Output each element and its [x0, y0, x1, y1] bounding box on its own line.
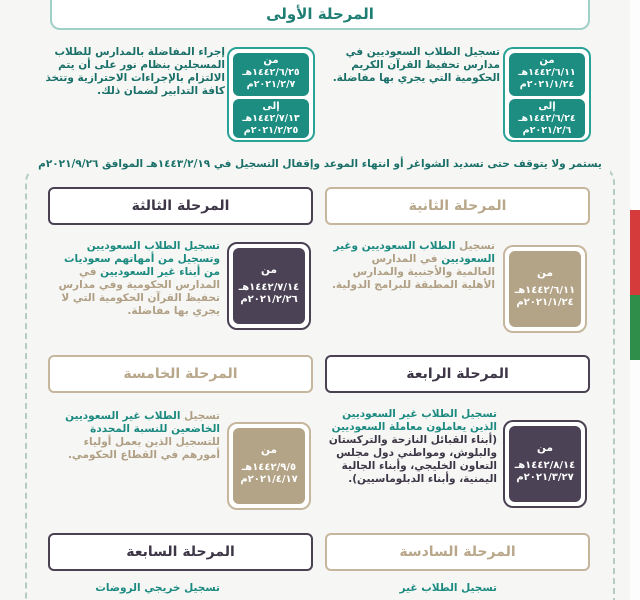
- phase1-left-to: [233, 99, 309, 138]
- phase3-text: [50, 240, 220, 318]
- phase7-text-a: تسجيل خريجي الروضات: [95, 582, 220, 594]
- to-hijri: ١٤٤٢/٦/٢٤هـ: [518, 113, 576, 124]
- edge-green-block: [630, 295, 640, 360]
- from-label: من: [537, 267, 553, 279]
- from-greg: ٢٠٢١/٣/٢٧م: [516, 472, 574, 483]
- phase2-text-a: تسجيل: [459, 240, 495, 252]
- from-hijri: ١٤٤٢/٦/١١هـ: [514, 285, 576, 296]
- phase4-text-b: (أبناء القبائل النازحة والتركستان والبلوش، ومواطني دول مجلس التعاون الخليجي، وأبناء الجالية اليمنية، وأبناء الدبلوماسيين).: [328, 434, 497, 485]
- phase3-text-a: تسجيل الطلاب السعوديين وتسجيل من أمهاتهم سعوديات من أبناء غير السعوديين: [63, 240, 220, 278]
- phase7-text: [50, 582, 220, 595]
- from-greg: ٢٠٢١/٢/٢٦م: [240, 294, 298, 305]
- phase2-text: [330, 240, 495, 292]
- from-hijri: ١٤٤٢/٧/١٤هـ: [238, 282, 300, 293]
- phase5-text-b: الطلاب غير السعوديين الخاضعين للنسبة المحددة: [65, 410, 220, 435]
- from-label: من: [539, 55, 555, 66]
- phase1-left-text: إجراء المفاضلة بالمدارس للطلاب المسجلين بنظام نور على أن يتم الالتزام بالإجراءات الاحترازية وتتخذ كافة التدابير لضمان ذلك.: [45, 46, 225, 97]
- from-hijri: ١٤٤٢/٩/٥هـ: [241, 462, 297, 473]
- edge-strip: [630, 0, 640, 600]
- phase4-date-inner: [509, 426, 581, 502]
- phase2-title: المرحلة الثانية: [325, 187, 590, 225]
- phase7-title: المرحلة السابعة: [48, 533, 313, 571]
- phase3-date-inner: [233, 248, 305, 324]
- from-label: من: [261, 264, 277, 276]
- from-hijri: ١٤٤٢/٦/١١هـ: [518, 67, 576, 78]
- phase5-title: المرحلة الخامسة: [48, 355, 313, 393]
- from-greg: ٢٠٢١/٤/١٧م: [240, 474, 298, 485]
- to-label: إلى: [262, 101, 280, 112]
- phase4-date-card: [503, 420, 587, 508]
- phase5-text-a: تسجيل: [184, 410, 220, 422]
- phase3-text-b: في المدارس الحكومية وفي مدارس تحفيظ القرآن الحكومية التي لا يجري بها مفاضلة.: [58, 266, 220, 317]
- phase4-title: المرحلة الرابعة: [325, 355, 590, 393]
- phase1-right-from: [509, 53, 585, 96]
- phase5-text: [55, 410, 220, 462]
- phase1-title: المرحلة الأولى: [50, 0, 590, 30]
- to-label: إلى: [538, 101, 556, 112]
- phase6-title: المرحلة السادسة: [325, 533, 590, 571]
- phase6-text-a: تسجيل الطلاب غير: [399, 582, 497, 594]
- from-label: من: [263, 55, 279, 66]
- phase5-text-c: للتسجيل الذين يعمل أولياء أمورهم في القطاع الحكومي.: [67, 436, 220, 461]
- phase2-text-c: في المدارس العالمية والأجنبية والمدارس الأهلية المطبقة للبرامج الدولية.: [331, 253, 495, 291]
- phase1-right-text: تسجيل الطلاب السعوديين في مدارس تحفيظ القرآن الكريم الحكومية التي يجري بها مفاضلة.: [332, 46, 500, 84]
- phase3-title: المرحلة الثالثة: [48, 187, 313, 225]
- phase5-date-inner: [233, 428, 305, 504]
- from-greg: ٢٠٢١/١/٢٤م: [519, 79, 575, 90]
- from-hijri: ١٤٤٢/٨/١٤هـ: [514, 460, 576, 471]
- phase1-left-date-box: [227, 47, 315, 142]
- phase4-text: [325, 408, 497, 486]
- from-label: من: [537, 442, 553, 454]
- phase2-date-card: [503, 245, 587, 333]
- phase3-date-card: [227, 242, 311, 330]
- to-hijri: ١٤٤٢/٧/١٣هـ: [242, 113, 300, 124]
- from-label: من: [261, 444, 277, 456]
- phase4-text-a: تسجيل الطلاب غير السعوديين الذين يعاملون معاملة السعوديين: [331, 408, 497, 433]
- phase1-right-to: [509, 99, 585, 138]
- phase2-date-inner: [509, 251, 581, 327]
- from-hijri: ١٤٤٢/٦/٢٥هـ: [242, 67, 300, 78]
- edge-red-block: [630, 210, 640, 295]
- registration-notice: يستمر ولا يتوقف حتى تسديد الشواغر أو انتهاء الموعد وإقفال التسجيل في ١٤٤٣/٢/١٩هـ الموافق ٢٠٢١/٩/٢٦م: [30, 155, 610, 173]
- phase2-text-b: الطلاب السعوديين وغير السعوديين: [333, 240, 495, 265]
- from-greg: ٢٠٢١/٢/٧م: [246, 79, 296, 90]
- to-greg: ٢٠٢١/٢/٢٥م: [243, 125, 299, 136]
- phase1-right-date-box: [503, 47, 591, 142]
- from-greg: ٢٠٢١/١/٢٤م: [516, 297, 574, 308]
- phase1-left-from: [233, 53, 309, 96]
- phase5-date-card: [227, 422, 311, 510]
- to-greg: ٢٠٢١/٢/٦م: [522, 125, 572, 136]
- phase6-text: [325, 582, 497, 595]
